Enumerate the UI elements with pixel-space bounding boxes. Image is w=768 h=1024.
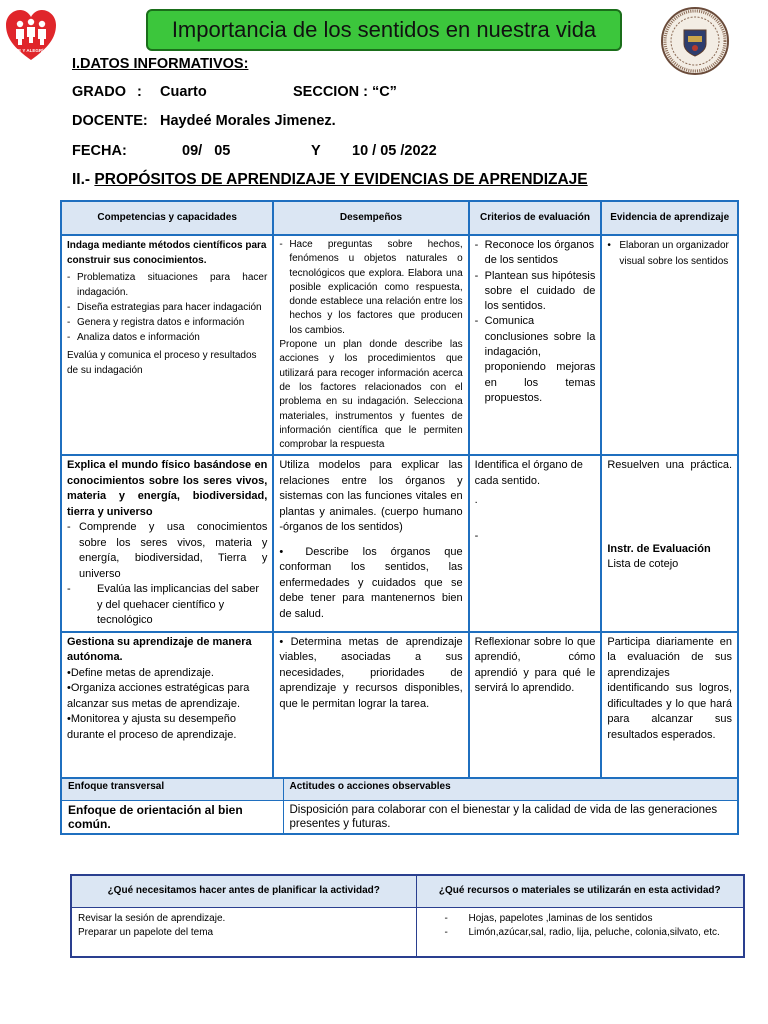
section2-title: PROPÓSITOS DE APRENDIZAJE Y EVIDENCIAS DE APRENDIZAJE — [94, 171, 588, 188]
section2-num: II.- — [72, 171, 91, 188]
list-item: - Comunica conclusiones sobre la indagación, proponiendo mejoras en los temas propuestos. — [475, 314, 596, 406]
list-item: - Diseña estrategias para hacer indagación — [67, 300, 267, 315]
row2-comp-title: Explica el mundo físico basándose en conocimientos sobre los seres vivos, materia y energía, biodiversidad, tierra y universo — [67, 459, 268, 518]
docente-label: DOCENTE: — [72, 113, 148, 129]
row2-competencias — [61, 455, 273, 632]
fecha-label: FECHA: — [72, 143, 127, 159]
row3-competencias — [61, 632, 273, 778]
row2-instr-value: Lista de cotejo — [607, 558, 679, 571]
enfoque-actitudes: Disposición para colaborar con el bienestar y la calidad de vida de las generaciones presentes y futuras. — [283, 800, 738, 834]
list-item: - Reconoce los órganos de los sentidos — [475, 238, 596, 269]
list-item: - Genera y registra datos e información — [67, 315, 267, 330]
seccion: SECCION : “C” — [293, 84, 397, 100]
fecha-2: 10 / 05 /2022 — [352, 143, 437, 159]
header-criterios: Criterios de evaluación — [469, 201, 602, 235]
row2-criterio-dash: - — [474, 529, 479, 542]
grado-sep: : — [137, 84, 142, 100]
grado-value: Cuarto — [160, 84, 207, 100]
table-row — [61, 455, 738, 632]
row1-criterios — [469, 235, 602, 455]
row2-instr-label: Instr. de Evaluación — [607, 542, 711, 555]
row2-desempenos — [273, 455, 468, 632]
header-desempenos: Desempeños — [273, 201, 468, 235]
section2-heading — [72, 171, 588, 189]
plan-header-1: ¿Qué necesitamos hacer antes de planificar la actividad? — [71, 875, 416, 907]
list-item: - Problematiza situaciones para hacer indagación. — [67, 270, 267, 300]
enfoque-table — [60, 777, 739, 835]
row1-comp-title: Indaga mediante métodos científicos para construir sus conocimientos. — [67, 240, 267, 266]
row2-criterio-dot: . — [474, 494, 478, 507]
planificacion-table — [70, 874, 745, 958]
row2-criterio: Identifica el órgano de cada sentido. — [474, 459, 583, 487]
list-item: Revisar la sesión de aprendizaje. — [78, 912, 226, 924]
enfoque-header-1: Enfoque transversal — [61, 778, 283, 800]
table-header-row — [61, 201, 738, 235]
list-item: - Comprende y usa conocimientos sobre los seres vivos, materia y energía, biodiversidad, Tierra y universo — [67, 520, 267, 582]
list-item: Preparar un papelote del tema — [78, 926, 214, 938]
header-evidencia: Evidencia de aprendizaje — [601, 201, 738, 235]
row3-evidencia: Participa diariamente en la evaluación de sus aprendizajes identificando sus logros, dificultades y lo que hará para alcanzar sus resultados esperados. — [601, 632, 738, 778]
list-item: •Define metas de aprendizaje. — [67, 666, 214, 679]
plan-right-cell — [416, 907, 744, 957]
school-seal-icon — [660, 6, 730, 76]
row2-criterios — [469, 455, 602, 632]
row3-desempenos: • Determina metas de aprendizaje viables, asociadas a sus necesidades, prioridades de aprendizaje y recursos disponibles, que le permitan lograr la tarea. — [273, 632, 468, 778]
list-item: - Hojas, papelotes ,laminas de los sentidos — [444, 912, 653, 924]
row1-competencias — [61, 235, 273, 455]
plan-left-cell — [71, 907, 416, 957]
enfoque-name: Enfoque de orientación al bien común. — [61, 800, 283, 834]
list-item: •Organiza acciones estratégicas para alcanzar sus metas de aprendizaje. — [67, 682, 250, 710]
row2-evidencia-text: Resuelven una práctica. — [607, 459, 732, 472]
row3-criterios: Reflexionar sobre lo que aprendió, cómo aprendió y para qué le servirá lo aprendido. — [469, 632, 602, 778]
datos-heading: I.DATOS INFORMATIVOS: — [72, 56, 249, 72]
row1-desempenos — [273, 235, 468, 455]
row1-desemp-2: Propone un plan donde describe las acciones y los procedimientos que utilizará para recoger información acerca de los factores relacionados con el problema en su indagación. Selecciona materiales, instrumentos y fuentes de información científica que le permiten comprobar la respuesta — [279, 339, 463, 451]
fecha-y: Y — [311, 143, 321, 159]
row2-comp-item2: - Evalúa las implicancias del saber y del quehacer científico y tecnológico — [67, 583, 260, 627]
row2-desemp-1: Utiliza modelos para explicar las relaciones entre los órganos y sistemas con las funciones vitales en plantas y animales. (cuerpo humano -órganos de los sentidos) — [279, 459, 463, 534]
docente-value: Haydeé Morales Jimenez. — [160, 113, 336, 129]
fe-y-alegria-logo — [4, 8, 58, 62]
plan-header-2: ¿Qué recursos o materiales se utilizarán en esta actividad? — [416, 875, 744, 907]
row1-comp-last: Evalúa y comunica el proceso y resultados de su indagación — [67, 350, 257, 376]
row2-desemp-2-wrap: • Describe los órganos que conforman los sentidos, las enfermedades y cuidados que se debe tener para mantenernos bien de salud. — [279, 545, 463, 620]
row3-comp-title: Gestiona su aprendizaje de manera autónoma. — [67, 635, 252, 664]
list-item: •Monitorea y ajusta su desempeño durante el proceso de aprendizaje. — [67, 713, 237, 741]
row1-evidencia — [601, 235, 738, 455]
fecha-1: 09/ 05 — [182, 143, 231, 159]
table-row — [61, 632, 738, 778]
header-competencias: Competencias y capacidades — [61, 201, 273, 235]
page-title — [146, 9, 622, 51]
grado-label: GRADO — [72, 84, 126, 100]
list-item: - Analiza datos e información — [67, 330, 267, 345]
svg-text:FE Y ALEGRÍA: FE Y ALEGRÍA — [15, 48, 47, 53]
page-title-text: Importancia de los sentidos en nuestra vida — [171, 17, 597, 42]
row1-evidencia-item: • Elaboran un organizador visual sobre los sentidos — [607, 240, 729, 267]
list-item: - Hace preguntas sobre hechos, fenómenos u objetos naturales o tecnológicos que explora. Elabora una posible explicación como respuesta, donde establece una relación entre los hechos y los factores que producen los cambios. — [279, 238, 462, 338]
propositos-table — [60, 200, 739, 779]
list-item: - Limón,azúcar,sal, radio, lija, peluche, colonia,silvato, etc. — [444, 926, 720, 938]
table-row — [61, 235, 738, 455]
list-item: - Plantean sus hipótesis sobre el cuidado de los sentidos. — [475, 269, 596, 315]
row2-evidencia — [601, 455, 738, 632]
enfoque-header-2: Actitudes o acciones observables — [283, 778, 738, 800]
row2-desemp-2: Describe los órganos que conforman los sentidos, las enfermedades y cuidados que se debe tener para mantenernos bien de salud. — [279, 545, 463, 620]
